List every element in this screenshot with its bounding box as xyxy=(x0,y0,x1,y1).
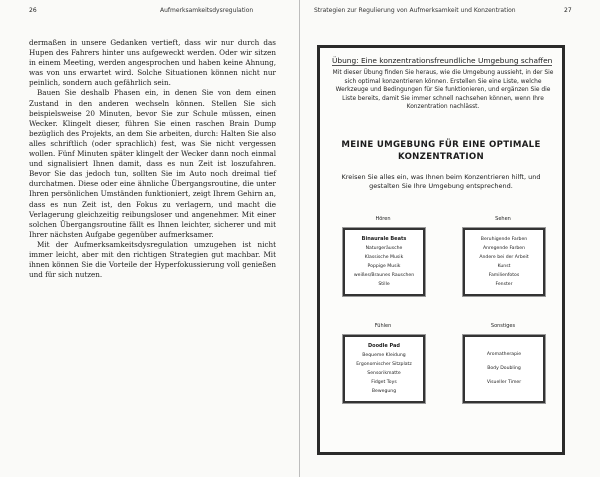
list-item[interactable]: Ergonomischer Sitzplatz xyxy=(356,362,412,367)
list-item[interactable]: Stille xyxy=(378,282,390,287)
list-item[interactable]: Bequeme Kleidung xyxy=(362,353,406,358)
category-box-sonstiges[interactable] xyxy=(463,335,545,403)
list-item[interactable]: Doodle Pad xyxy=(368,343,400,349)
list-item[interactable]: Kunst xyxy=(497,264,511,269)
worksheet-heading-line-2: KONZENTRATION xyxy=(398,152,484,162)
worksheet-title: Übung: Eine konzentrationsfreundliche Umgebung schaffen xyxy=(332,56,553,65)
worksheet-instruction: Kreisen Sie alles ein, was Ihnen beim Konzentrieren hilft, und gestalten Sie Ihre Umgebung entsprechend. xyxy=(341,173,541,190)
worksheet-box xyxy=(317,45,565,455)
list-item[interactable]: Sensorikmatte xyxy=(367,371,401,376)
category-label-hoeren: Hören xyxy=(375,216,391,222)
paragraph-1: dermaßen in unsere Gedanken vertieft, dass wir nur durch das Hupen des Fahrers hinter uns aufgeweckt werden. Oder wir sitzen in einem Meeting, werden angesprochen und haben keine Ahnung, was von uns erwartet wird. Solche Situationen können nicht nur peinlich, sondern auch gefährlich sein. xyxy=(29,38,276,88)
page-number-left: 26 xyxy=(29,7,37,14)
category-label-sehen: Sehen xyxy=(495,216,511,222)
list-item[interactable]: Fenster xyxy=(495,282,513,287)
category-box-fuehlen[interactable] xyxy=(343,335,425,403)
list-item[interactable]: Fidget Toys xyxy=(371,380,397,385)
worksheet-intro: Mit dieser Übung finden Sie heraus, wie die Umgebung aussieht, in der Sie sich optimal konzentrieren können. Erstellen Sie eine Liste, welche Werkzeuge und Bedingungen für Sie funktionieren, und ergänzen Sie die Liste bereits, damit Sie immer schnell nachsehen können, wenn Ihre Konzentration nachlässt. xyxy=(332,70,554,111)
list-item[interactable]: Binaurale Beats xyxy=(361,236,407,242)
list-item[interactable]: Poppige Musik xyxy=(367,264,401,269)
list-item[interactable]: Naturgeräusche xyxy=(365,246,403,251)
list-item[interactable]: Andere bei der Arbeit xyxy=(479,255,529,260)
list-item[interactable]: Body Doubling xyxy=(487,366,521,371)
category-box-hoeren[interactable] xyxy=(343,228,425,296)
paragraph-2: Bauen Sie deshalb Phasen ein, in denen Sie von dem einen Zustand in den anderen wechseln können. Stellen Sie sich beispielsweise 20 Minuten, bevor Sie zur Schule müssen, einen Wecker. Klingelt dieser, führen Sie einen raschen Brain Dump bezüglich des Projekts, an dem Sie arbeiten, durch: Halten Sie also alles schriftlich (oder sprachlich) fest, was Sie nicht vergessen wollen. Fünf Minuten später klingelt der Wecker dann noch einmal und signalisiert Ihnen damit, dass es nun Zeit ist loszufahren. Bevor Sie das jedoch tun, sollten Sie im Auto noch dreimal tief durchatmen. Diese oder eine ähnliche Übergangsroutine, die unter Ihren persönlichen Umständen funktioniert, zeigt Ihrem Gehirn an, dass es nun Zeit ist, den Fokus zu verlagern, und macht die Verlagerung gleichzeitig reibungsloser und angenehmer. Mit einer solchen Übergangsroutine fällt es Ihnen leichter, sicherer und mit Ihrer nächsten Aufgabe gegenüber aufmerksamer. xyxy=(29,88,276,239)
paragraph-3: Mit der Aufmerksamkeitsdysregulation umzugehen ist nicht immer leicht, aber mit den richtigen Strategien gut machbar. Mit ihnen können Sie die Vorteile der Hyperfokussierung voll genießen und für sich nutzen. xyxy=(29,239,276,280)
list-item[interactable]: Bewegung xyxy=(371,389,397,394)
running-head-left: Aufmerksamkeitsdysregulation xyxy=(160,7,254,14)
body-text xyxy=(29,38,276,280)
running-head-right: Strategien zur Regulierung von Aufmerksamkeit und Konzentration xyxy=(314,7,516,14)
list-item[interactable]: Familienfotos xyxy=(488,273,520,278)
left-page xyxy=(0,0,299,477)
list-item[interactable]: Aromatherapie xyxy=(486,352,522,357)
list-item[interactable]: Beruhigende Farben xyxy=(480,237,528,242)
list-item[interactable]: weißes/Braunes Rauschen xyxy=(353,273,415,278)
category-label-fuehlen: Fühlen xyxy=(374,323,392,329)
worksheet-heading-line-1: MEINE UMGEBUNG FÜR EINE OPTIMALE xyxy=(341,140,541,150)
list-item[interactable]: Anregende Farben xyxy=(482,246,526,251)
category-box-sehen[interactable] xyxy=(463,228,545,296)
worksheet-heading xyxy=(320,139,562,163)
category-label-sonstiges: Sonstiges xyxy=(490,323,516,329)
page-number-right: 27 xyxy=(564,7,572,14)
list-item[interactable]: Visueller Timer xyxy=(486,380,522,385)
list-item[interactable]: Klassische Musik xyxy=(364,255,404,260)
